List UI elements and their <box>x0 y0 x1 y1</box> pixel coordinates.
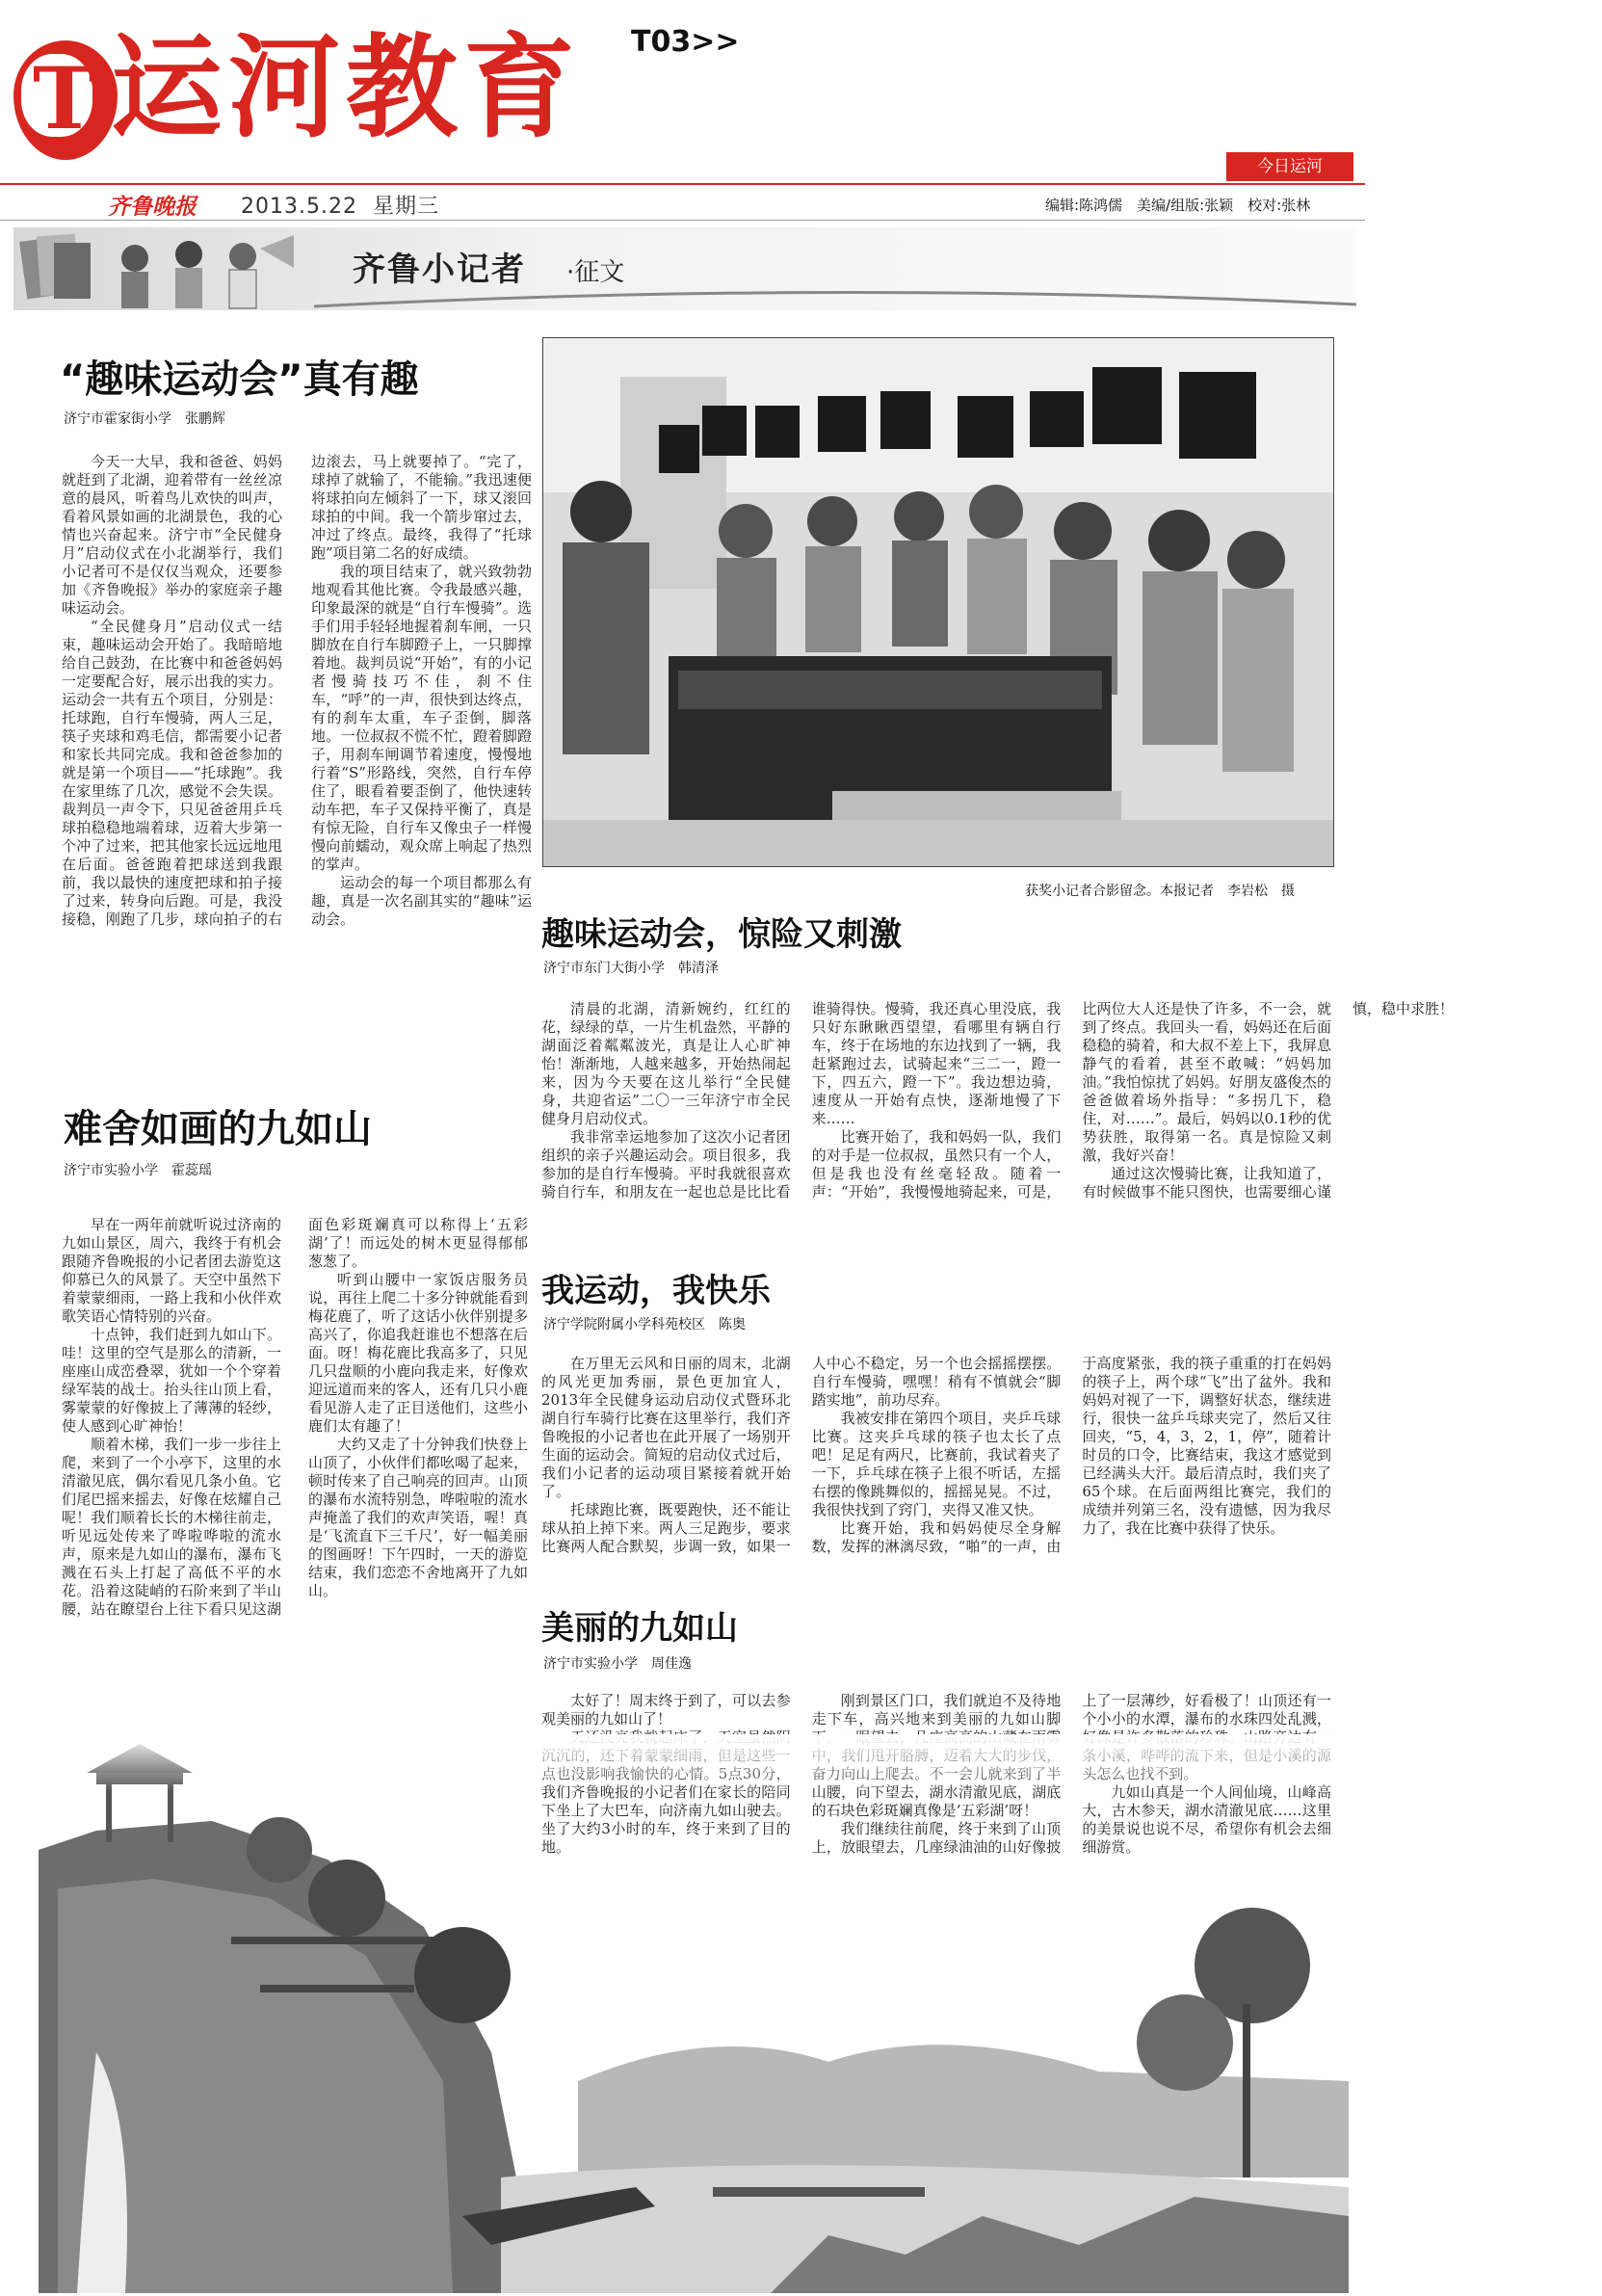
paragraph: 我们继续往前爬，终于来到了山顶上，放眼望去，几座绿油油的山好像披上了一层薄纱，好看极了！山顶还有一个小小的水潭，瀑布的水珠四处乱溅， <box>811 1692 1331 1856</box>
paragraph: 比赛开始，我和妈妈使尽全身解数，发挥的淋漓尽致，“啪”的一声，由于高度紧张，我的筷子重重的打在妈妈的筷子上，两个球“飞”出了盆外。我和妈妈对视了一下，调整好状态，继续进行，很快一盆乒乓球夹完了，然后又往回夹，“5，4，3，2，1，停”，随着计时员的口令，比赛结束，我这才感觉到已经满头大汗。最后清点时，我们夹了65个球。在后面两组比赛完，我们的成绩并列第三名，没有遗憾，因为我尽力了，我在比赛中获得了快乐。 <box>811 1355 1331 1555</box>
page-number: T03>> <box>631 25 740 59</box>
paragraph: 十点钟，我们赶到九如山下。哇！这里的空气是那么的清新，一座座山成峦叠翠，犹如一个个穿着绿军装的战士。抬头往山顶上看，雾蒙蒙的好像披上了薄薄的轻纱，使人感到心旷神怡！ <box>62 1326 281 1435</box>
paragraph: “全民健身月”启动仪式一结束，趣味运动会开始了。我暗暗地给自己鼓劲，在比赛中和爸爸妈妈一定要配合好，展示出我的实力。运动会一共有五个项目，分别是：托球跑，自行车慢骑，两人三足，筷子夹球和鸡毛信，都需要小记者和家长共同完成。我和爸爸参加的就是第一个项目——“托球跑”。我在家里练了几次，感觉不会失误。裁判员一声令下，只见爸爸用乒乓球拍稳稳地端着球，迈着大步第一个冲了过来，把其他家长远远地甩在后面。爸爸跑着把球送到我跟前，我以最快的速度把球和拍子接了过来，转身向后跑。可是，我没接稳，刚跑了几步，球向拍子的右边滚去，马上就要掉了。“完了，球掉了就输了，不能输。”我迅速便将球拍向左倾斜了一下，球又滚回球拍的中间。我一个箭步窜过去，冲过了终点。最终，我得了“托球跑”项目第二名的好成绩。 <box>62 453 532 928</box>
article-body <box>541 1000 1454 1202</box>
paragraph: 听到山腰中一家饭店服务员说，再往上爬二十多分钟就能看到梅花鹿了，听了这话小伙伴别提多高兴了，你追我赶谁也不想落在后面。呀！梅花鹿比我高多了，只见几只盘顺的小鹿向我走来，好像欢迎远道而来的客人，还有几只小鹿看见游人走了正目送他们，这些小鹿们太有趣了！ <box>308 1271 528 1435</box>
date-value: 2013.5.22 <box>241 195 357 219</box>
paragraph: 比赛开始了，我和妈妈一队，我们的对手是一位叔叔，虽然只有一个人，但是我也没有丝毫轻敌。随着一声：“开始”，我慢慢地骑起来，可是，比两位大人还是快了许多，不一会，就到了终点。我回头一看，妈妈还在后面稳稳的骑着，和大叔不差上下，我屏息静气的看着，甚至不敢喊：“妈妈加油。”我怕惊扰了妈妈。好朋友盛俊杰的爸爸做着场外指导：“多拐几下，稳住，对……”。最后，妈妈以0.1秒的优势获胜，取得第一名。真是惊险又刺激，我好兴奋！ <box>811 1000 1331 1201</box>
paragraph: 刚到景区门口，我们就迫不及待地走下车，高兴地来到美丽的九如山脚 的石块色彩斑斓真像是‘五彩湖’呀！ <box>811 1692 1062 1819</box>
paragraph: 托球跑比赛，既要跑快，还不能让球从拍上掉下来。两人三足跑步，要求比赛两人配合默契，步调一致，如果一人中心不稳定，另一个也会摇摇摆摆。自行车慢骑，嘿嘿！稍有不慎就会“脚踏实地”，前功尽弃。 <box>541 1355 1062 1555</box>
article-byline: 济宁学院附属小学科苑校区 陈奥 <box>543 1317 746 1333</box>
article-byline: 济宁市实验小学 周佳逸 <box>543 1656 692 1672</box>
publication-date <box>241 190 439 220</box>
editor-credits: 编辑:陈鸿儒 美编/组版:张颖 校对:张林 <box>1045 197 1311 214</box>
paragraph: 早在一两年前就听说过济南的九如山景区，周六，我终于有机会跟随齐鲁晚报的小记者团去游览这仰慕已久的风景了。天空中虽然下着蒙蒙细雨，一路上我和小伙伴欢歌笑语心情特别的兴奋。 <box>62 1216 281 1325</box>
article-body <box>62 453 532 1069</box>
section-logo-badge <box>13 40 118 160</box>
paragraph: 大，古木参天，湖水清澈见底……这里的美景说也说不尽，希望你有机会去细细游赏。 <box>1082 1802 1331 1856</box>
section-title: 运河教育 <box>111 23 581 153</box>
paragraph: 运动会的每一个项目都那么有趣，真是一次名副其实的“趣味”运动会。 <box>311 874 532 928</box>
article-title: 趣味运动会，惊险又刺激 <box>541 915 902 954</box>
article-title: “趣味运动会”真有趣 <box>60 357 419 402</box>
paragraph: 我的项目结束了，就兴致勃勃地观看其他比赛。令我最感兴趣，印象最深的就是“自行车慢骑”。选手们用手轻轻地握着刹车闸，一只脚放在自行车脚蹬子上，一只脚撑着地。裁判员说“开始”，有的小记者慢骑技巧不佳，刹不住车，“呼”的一声，很快到达终点，有的刹车太重，车子歪倒，脚落地。一位叔叔不慌不忙，蹬着脚蹬子，用刹车闸调节着速度，慢慢地行着“S”形路线，突然，自行车停住了，眼看着要歪倒了，他快速转动车把，车子又保持平衡了，真是有惊无险，自行车又像虫子一样慢慢向前蠕动，观众席上响起了热烈的掌声。 <box>311 563 532 873</box>
paragraph: 我非常幸运地参加了这次小记者团组织的亲子兴趣运动会。项目很多，我参加的是自行车慢骑。平时我就很喜欢骑自行车，和朋友在一起也总是比比看谁骑得快。慢骑，我还真心里没底，我只好东瞅瞅西望望，看哪里有辆自行车，终于在场地的东边找到了一辆，我赶紧跑过去，试骑起来“三二一，蹬一下，四五六，蹬一下”。我边想边骑，速度从一开始有点快，逐渐地慢了下来…… <box>541 1000 1062 1201</box>
award-group-photo <box>542 337 1334 867</box>
photo-caption: 获奖小记者合影留念。本报记者 李岩松 摄 <box>1025 884 1295 899</box>
column-title: 齐鲁小记者 <box>353 251 526 289</box>
banner-swoosh <box>314 287 1356 310</box>
article-byline: 济宁市东门大街小学 韩清泽 <box>543 961 719 976</box>
header-divider <box>0 220 1365 221</box>
column-subtitle: ·征文 <box>566 258 625 287</box>
article-byline: 济宁市实验小学 霍蕊瑶 <box>64 1163 212 1178</box>
article-title: 美丽的九如山 <box>541 1609 738 1648</box>
paragraph: 清晨的北湖，清新婉约，红红的花，绿绿的草，一片生机盎然，平静的湖面泛着粼粼波光，真是让人心旷神怡！渐渐地，人越来越多，开始热闹起来，因为今天要在这儿举行“全民健身，共迎省运”二〇一三年济宁市全民健身月启动仪式。 <box>541 1000 791 1127</box>
article-title: 难舍如画的九如山 <box>64 1107 372 1151</box>
paragraph: 顺着木梯，我们一步一步往上爬，来到了一个小亭下，这里的水清澈见底，偶尔看见几条小鱼。它们尾巴摇来摇去，好像在炫耀自己呢！我们顺着长长的木梯往前走，听见远处传来了哗啦哗啦的流水声，原来是九如山的瀑布，瀑布飞溅在石头上打起了高低不平的水花。沿着这陡峭的石阶来到了半山腰，站在瞭望台上往下看只见这湖面色彩斑斓真可以称得上‘五彩湖’了！而远处的树木更显得郁郁葱葱了。 <box>62 1216 528 1618</box>
today-tag: 今日运河 <box>1226 152 1353 181</box>
weekday: 星期三 <box>372 195 439 219</box>
paragraph: 今天一大早，我和爸爸、妈妈就赶到了北湖，迎着带有一丝丝凉意的晨风，听着鸟儿欢快的叫声，看着风景如画的北湖景色，我的心情也兴奋起来。济宁市“全民健身月”启动仪式在小北湖举行，我们小记者可不是仅仅当观众，还要参加《齐鲁晚报》举办的家庭亲子趣味运动会。 <box>62 453 282 617</box>
article-title: 我运动，我快乐 <box>541 1272 771 1310</box>
masthead-rule <box>0 183 1365 185</box>
paragraph: 在万里无云风和日丽的周末，北湖的风光更加秀丽，景色更加宜人，2013年全民健身运动启动仪式暨环北湖自行车骑行比赛在这里举行，我们齐鲁晚报的小记者也在此开展了一场别开生面的运动会。简短的启动仪式过后，我们小记者的运动项目紧接着就开始了。 <box>541 1355 791 1500</box>
paper-name: 齐鲁晚报 <box>108 194 197 220</box>
banner-illustration <box>19 229 299 310</box>
jiurushan-landscape-photo <box>39 1734 1349 2293</box>
section-logo-letter: T <box>33 48 96 148</box>
paragraph: 通过这次慢骑比赛，让我知道了，有时候做事不能只图快，也需要细心谨慎，稳中求胜！ <box>1082 1000 1454 1201</box>
paragraph: 下坐上了大巴车，向济南九如山驶去。坐了大约3小时的车，终于来到了目的地。 <box>541 1802 791 1856</box>
article-byline: 济宁市霍家街小学 张鹏辉 <box>64 411 225 427</box>
paragraph: 太好了！周末终于到了，可以去参观美丽的九如山了！ <box>541 1692 791 1728</box>
article-body <box>541 1355 1331 1586</box>
article-body <box>62 1216 528 1725</box>
paragraph: 我被安排在第四个项目，夹乒乓球比赛。这夹乒乓球的筷子也太长了点吧！足足有两尺，比赛前，我试着夹了一下，乒乓球在筷子上很不听话，左摇右摆的像跳舞似的，摇摇晃晃。不过，我很快找到了窍门，夹得又准又快。 <box>811 1410 1062 1518</box>
paragraph: 大约又走了十分钟我们快登上山顶了，小伙伴们都吆喝了起来，顿时传来了自己响亮的回声。山顶的瀑布水流特别急，哗啦啦的流水声掩盖了我们的欢声笑语，喔！真是‘飞流直下三千尺’，好一幅美丽的图画呀！下午四时，一天的游览结束，我们恋恋不舍地离开了九如山。 <box>308 1436 528 1599</box>
